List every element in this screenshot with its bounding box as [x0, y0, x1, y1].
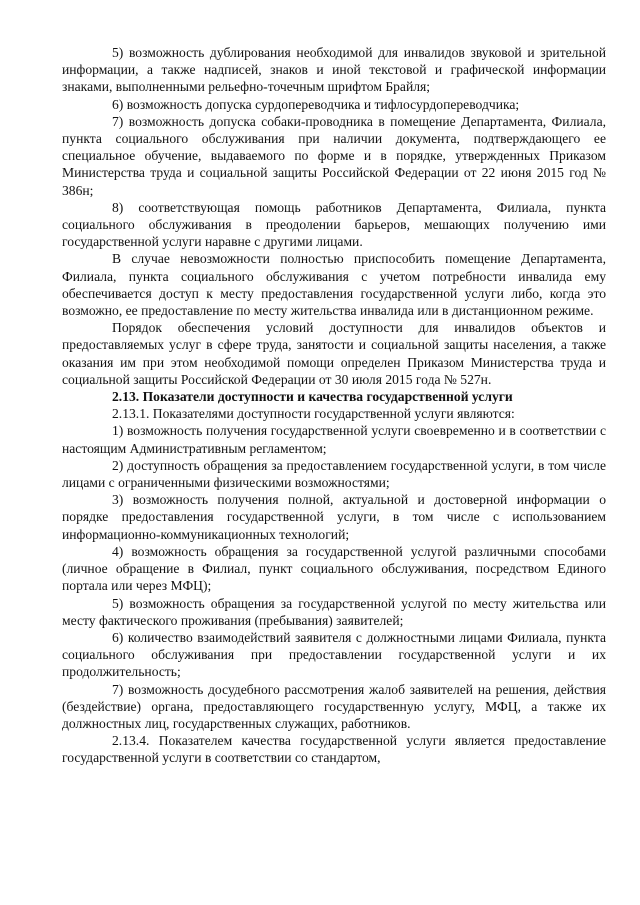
paragraph-item-7-guide-dog: 7) возможность допуска собаки-проводника в помещение Департамента, Филиала, пункта социального обслуживания при наличии документа, подтверждающего ее специальное обучение, выдаваемого по форме и в порядке, утвержденных Приказом Министерства труда и социальной защиты Российской Федерации от 22 июня 2015 год № 386н;: [62, 113, 606, 198]
paragraph-indicator-5: 5) возможность обращения за государственной услугой по месту жительства или месту фактического проживания (пребывания) заявителей;: [62, 595, 606, 628]
paragraph-indicator-7: 7) возможность досудебного рассмотрения жалоб заявителей на решения, действия (бездействие) органа, предоставляющего государственную услугу, МФЦ, а также их должностных лиц, государственных служащих, работников.: [62, 681, 606, 731]
paragraph-item-5-braille: 5) возможность дублирования необходимой для инвалидов звуковой и зрительной информации, а также надписей, знаков и иной текстовой и графической информации знаками, выполненными рельефно-точечным шрифтом Брайля;: [62, 45, 606, 95]
paragraph-accessibility-order: Порядок обеспечения условий доступности для инвалидов объектов и предоставляемых услуг в сфере труда, занятости и социальной защиты населения, а также оказания им при этом необходимой помощи определен Приказом Министерства труда и социальной защиты Российской Федерации от 30 июля 2015 года № 527н.: [62, 320, 606, 387]
paragraph-item-6-sign-interpreter: 6) возможность допуска сурдопереводчика и тифлосурдопереводчика;: [112, 96, 520, 112]
section-heading: 2.13. Показатели доступности и качества государственной услуги: [112, 389, 513, 405]
paragraph-indicator-6: 6) количество взаимодействий заявителя с должностными лицами Филиала, пункта социального обслуживания при предоставлении государственной услуги и их продолжительность;: [62, 629, 606, 680]
paragraph-remote-service: В случае невозможности полностью приспособить помещение Департамента, Филиала, пункта социального обслуживания с учетом потребности инвалида ему обеспечивается доступ к месту предоставления государственной услуги либо, когда это возможно, ее предоставление по месту жительства инвалида или в дистанционном режиме.: [62, 251, 606, 319]
paragraph-2-13-1-intro: 2.13.1. Показателями доступности государственной услуги являются:: [112, 406, 515, 422]
paragraph-indicator-2: 2) доступность обращения за предоставлением государственной услуги, в том числе лицами с ограниченными физическими возможностями;: [62, 457, 606, 491]
paragraph-indicator-1: 1) возможность получения государственной услуги своевременно и в соответствии с настоящим Административным регламентом;: [62, 423, 606, 456]
paragraph-item-8-staff-assistance: 8) соответствующая помощь работников Департамента, Филиала, пункта социального обслуживания в преодолении барьеров, мешающих получению ими государственной услуги наравне с другими лицами.: [62, 199, 606, 250]
paragraph-indicator-4: 4) возможность обращения за государственной услугой различными способами (личное обращение в Филиал, пункт социального обслуживания, посредством Единого портала или через МФЦ);: [62, 543, 606, 594]
paragraph-2-13-4-quality: 2.13.4. Показателем качества государственной услуги является предоставление государственной услуги в соответствии со стандартом,: [62, 733, 606, 766]
paragraph-indicator-3: 3) возможность получения полной, актуальной и достоверной информации о порядке предоставления государственной услуги, в том числе с использованием информационно-коммуникационных технологий;: [62, 492, 606, 542]
